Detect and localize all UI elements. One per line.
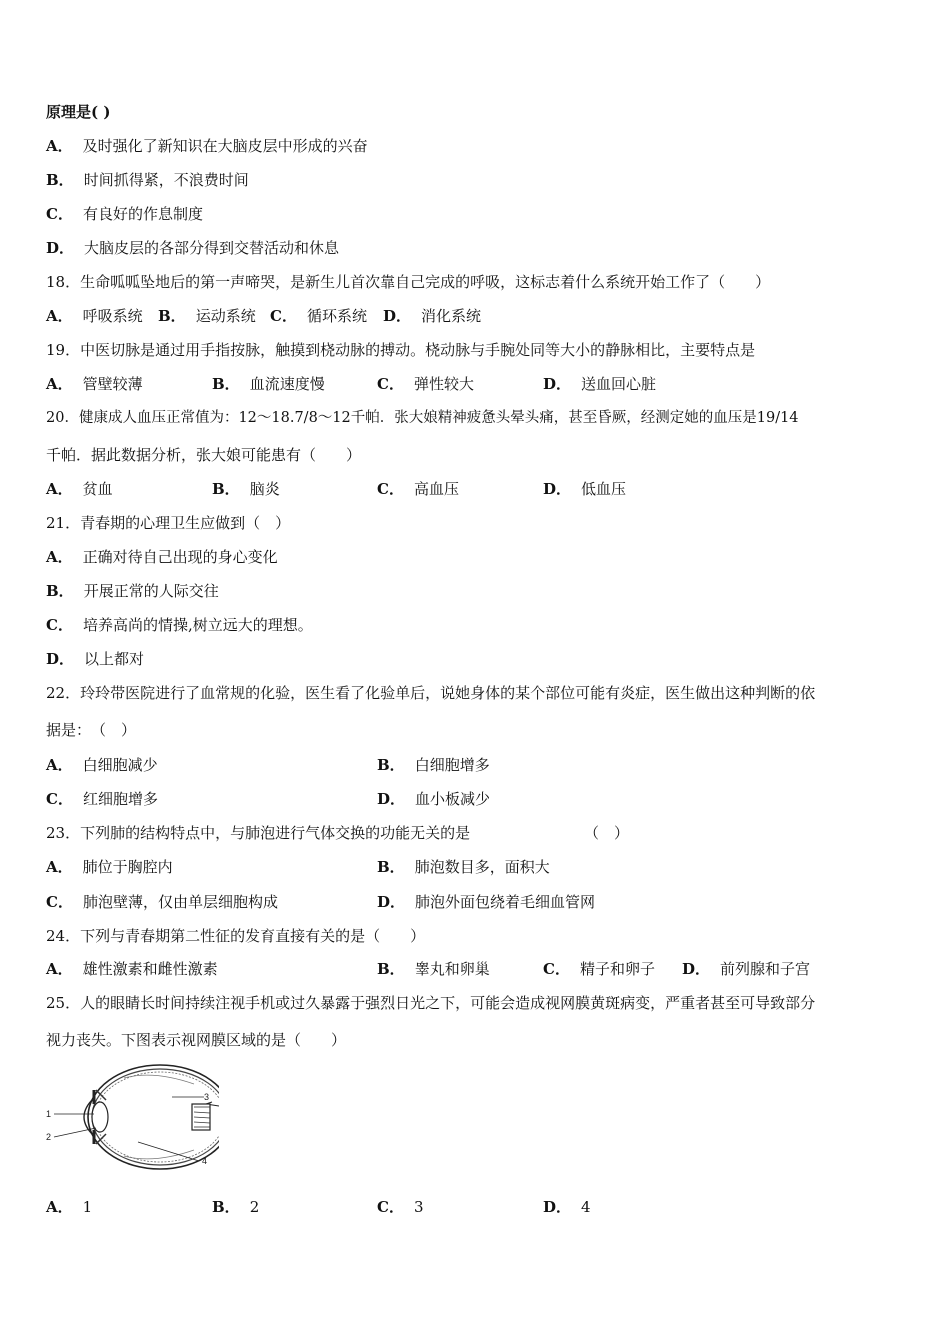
q19-option-a: A． 管壁较薄 bbox=[46, 375, 143, 393]
q21-option-c: C． 培养高尚的情操,树立远大的理想。 bbox=[46, 616, 313, 634]
q21-option-a: A． 正确对待自己出现的身心变化 bbox=[46, 548, 278, 566]
figure-label-1: 1 bbox=[46, 1109, 52, 1119]
q23-option-b: B． 肺泡数目多，面积大 bbox=[377, 858, 550, 876]
q20-option-d: D． 低血压 bbox=[543, 480, 627, 498]
q17-option-b: B． 时间抓得紧，不浪费时间 bbox=[46, 171, 249, 189]
q20-stem-line1: 20．健康成人血压正常值为：12～18.7/8～12千帕．张大娘精神疲惫头晕头痛，甚至昏厥，经测定她的血压是19/14 bbox=[46, 410, 799, 426]
q23-stem: 23．下列肺的结构特点中，与肺泡进行气体交换的功能无关的是 bbox=[46, 824, 471, 842]
q25-option-d: D． 4 bbox=[543, 1198, 591, 1216]
q18-option-a: A． 呼吸系统 bbox=[46, 307, 143, 325]
q19-option-d: D． 送血回心脏 bbox=[543, 375, 657, 393]
q22-option-b: B． 白细胞增多 bbox=[377, 756, 490, 774]
q24-stem: 24．下列与青春期第二性征的发育直接有关的是（ ） bbox=[46, 927, 426, 945]
figure-label-2: 2 bbox=[46, 1132, 52, 1142]
q23-option-a: A． 肺位于胸腔内 bbox=[46, 858, 173, 876]
q18-option-b: B． 运动系统 bbox=[158, 307, 256, 325]
q22-option-a: A． 白细胞减少 bbox=[46, 756, 158, 774]
q25-option-b: B． 2 bbox=[212, 1198, 260, 1216]
q20-option-b: B． 脑炎 bbox=[212, 480, 280, 498]
q25-stem-line2: 视力丧失。下图表示视网膜区域的是（ ） bbox=[46, 1031, 347, 1049]
q20-stem-line2: 千帕．据此数据分析，张大娘可能患有（ ） bbox=[46, 446, 362, 464]
figure-label-3: 3 bbox=[204, 1092, 210, 1102]
q17-option-d: D． 大脑皮层的各部分得到交替活动和休息 bbox=[46, 239, 340, 257]
q18-stem: 18．生命呱呱坠地后的第一声啼哭，是新生儿首次靠自己完成的呼吸，这标志着什么系统开始工作了（ ） bbox=[46, 273, 771, 291]
q19-option-c: C． 弹性较大 bbox=[377, 375, 474, 393]
q24-option-a: A． 雄性激素和雌性激素 bbox=[46, 960, 218, 978]
q17-stem-tail: 原理是( ) bbox=[46, 103, 111, 121]
q18-option-d: D． 消化系统 bbox=[383, 307, 482, 325]
q21-stem: 21．青春期的心理卫生应做到（ ） bbox=[46, 514, 291, 532]
eye-diagram bbox=[44, 1060, 219, 1172]
q24-option-d: D． 前列腺和子宫 bbox=[682, 960, 811, 978]
q23-stem-paren: （ ） bbox=[584, 824, 630, 842]
q25-option-a: A． 1 bbox=[46, 1198, 93, 1216]
q19-stem: 19．中医切脉是通过用手指按脉，触摸到桡动脉的搏动。桡动脉与手腕处同等大小的静脉相比，主要特点是 bbox=[46, 341, 756, 359]
q23-option-d: D． 肺泡外面包绕着毛细血管网 bbox=[377, 893, 596, 911]
figure-label-4: 4 bbox=[202, 1156, 208, 1166]
q22-stem-line1: 22．玲玲带医院进行了血常规的化验，医生看了化验单后，说她身体的某个部位可能有炎症，医生做出这种判断的依 bbox=[46, 684, 816, 702]
q17-option-c: C． 有良好的作息制度 bbox=[46, 205, 203, 223]
q25-stem-line1: 25．人的眼睛长时间持续注视手机或过久暴露于强烈日光之下，可能会造成视网膜黄斑病变，严重者甚至可导致部分 bbox=[46, 994, 816, 1012]
q18-option-c: C． 循环系统 bbox=[270, 307, 367, 325]
q20-option-c: C． 高血压 bbox=[377, 480, 459, 498]
q22-stem-line2: 据是： （ ） bbox=[46, 721, 137, 739]
q24-option-b: B． 睾丸和卵巢 bbox=[377, 960, 490, 978]
q17-option-a: A． 及时强化了新知识在大脑皮层中形成的兴奋 bbox=[46, 137, 368, 155]
q19-option-b: B． 血流速度慢 bbox=[212, 375, 325, 393]
q21-option-b: B． 开展正常的人际交往 bbox=[46, 582, 219, 600]
q21-option-d: D． 以上都对 bbox=[46, 650, 145, 668]
q22-option-c: C． 红细胞增多 bbox=[46, 790, 158, 808]
q24-option-c: C． 精子和卵子 bbox=[543, 960, 655, 978]
q20-option-a: A． 贫血 bbox=[46, 480, 113, 498]
q22-option-d: D． 血小板减少 bbox=[377, 790, 491, 808]
q25-option-c: C． 3 bbox=[377, 1198, 424, 1216]
q23-option-c: C． 肺泡壁薄，仅由单层细胞构成 bbox=[46, 893, 278, 911]
